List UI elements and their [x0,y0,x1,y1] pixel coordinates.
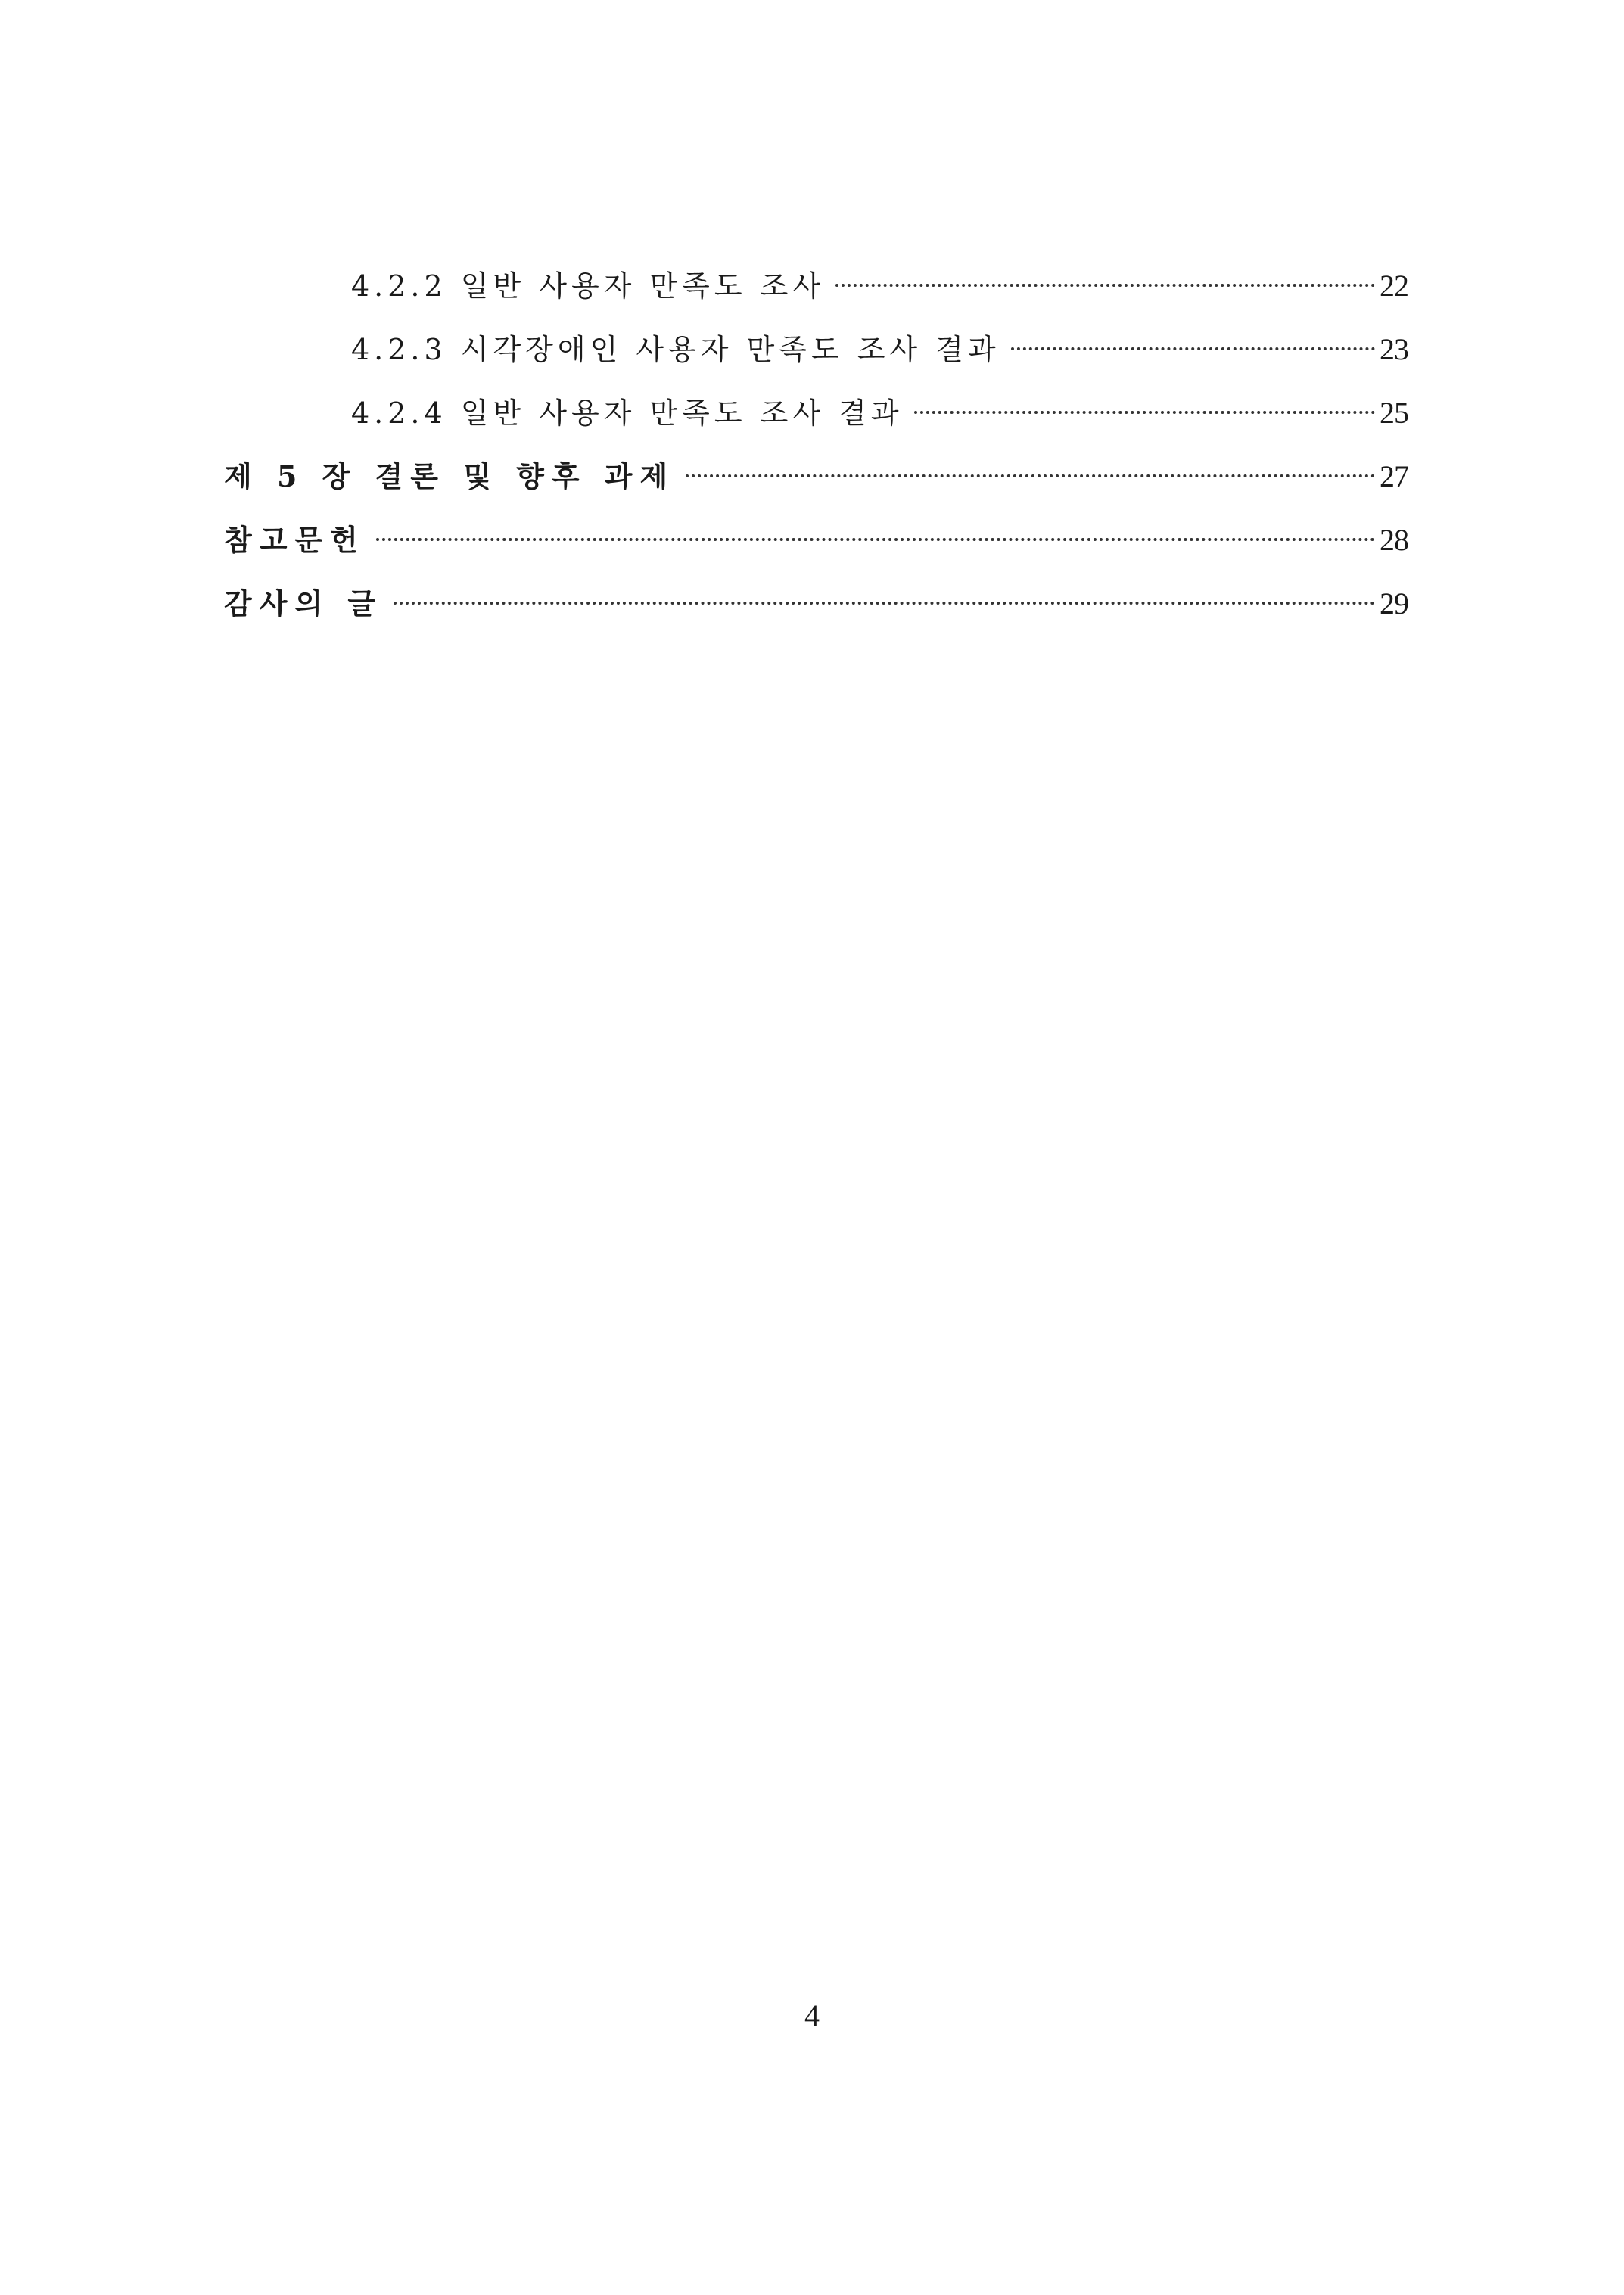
toc-chapter-entry[interactable] [224,572,1408,636]
toc-entry-title: 제 5 장 결론 및 향후 과제 [224,459,676,493]
toc-chapter-entry[interactable] [224,508,1408,572]
toc-dot-leader [394,602,1375,605]
toc-entry-page: 22 [1380,269,1408,303]
toc-entry-title: 4.2.3 시각장애인 사용자 만족도 조사 결과 [351,333,1000,366]
toc-entry-page: 23 [1380,332,1408,366]
toc-entry[interactable] [224,381,1408,445]
toc-chapter-entry[interactable] [224,445,1408,508]
toc-entry-title: 4.2.4 일반 사용자 만족도 조사 결과 [351,396,904,430]
toc-dot-leader [686,474,1375,477]
toc-entry-page: 27 [1380,459,1408,493]
page-number: 4 [804,1998,820,2032]
toc-entry-page: 29 [1380,586,1408,620]
toc-dot-leader [914,411,1375,414]
toc-entry-title: 감사의 글 [224,586,384,620]
toc-entry-page: 25 [1380,396,1408,430]
toc-entry[interactable] [224,254,1408,318]
toc-entry-title: 참고문헌 [224,523,366,557]
toc-dot-leader [376,538,1375,541]
toc-dot-leader [835,284,1375,287]
table-of-contents [224,254,1408,636]
toc-entry-page: 28 [1380,523,1408,557]
toc-dot-leader [1011,347,1375,350]
toc-entry-title: 4.2.2 일반 사용자 만족도 조사 [351,269,826,303]
toc-entry[interactable] [224,318,1408,381]
